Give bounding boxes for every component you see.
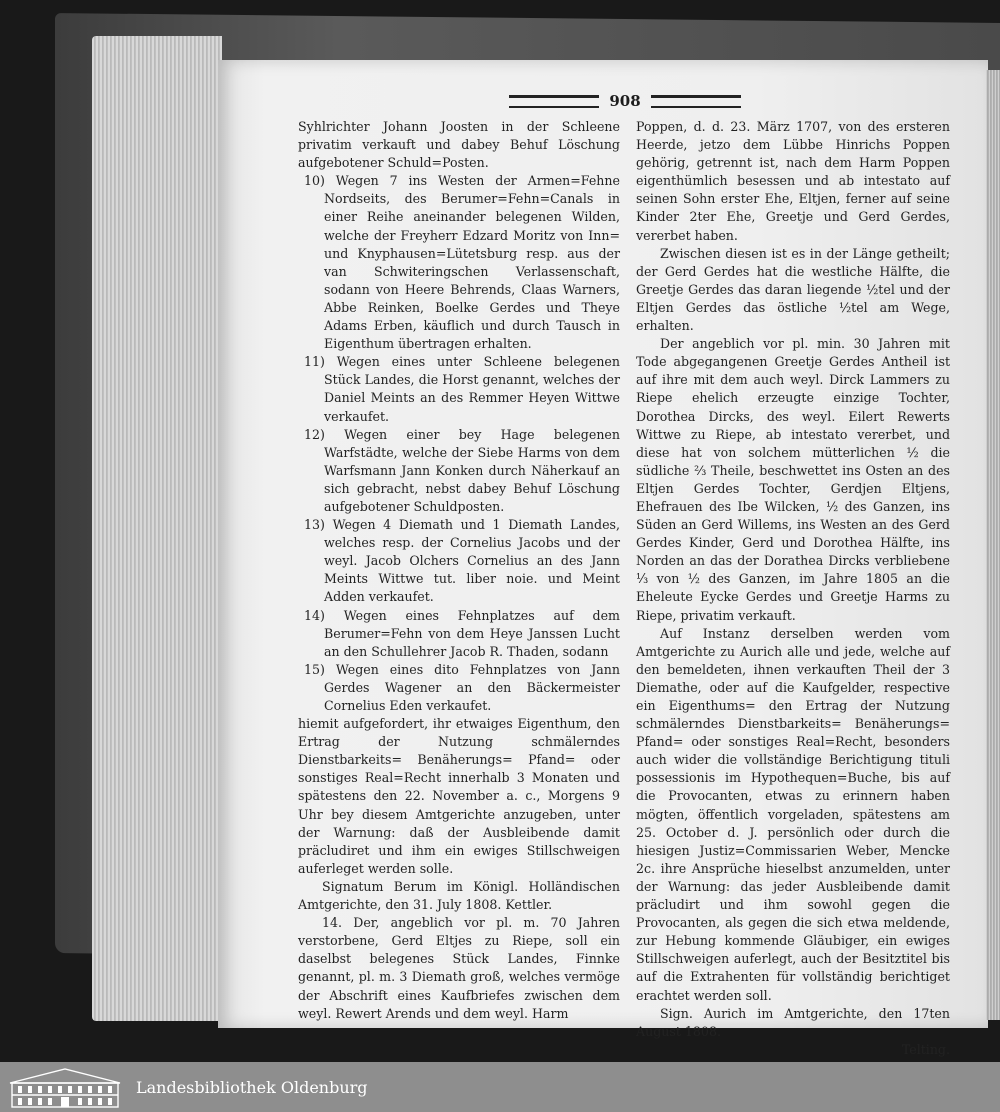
list-item: 15) Wegen eines dito Fehnplatzes von Jann Gerdes Wagener an den Bäckermeister Cornelius Eden verkaufet. bbox=[304, 661, 620, 713]
signature-line bbox=[636, 1041, 950, 1059]
library-name: Landesbibliothek Oldenburg bbox=[136, 1077, 368, 1097]
footer-bar bbox=[0, 1062, 1000, 1112]
header-rule-left bbox=[509, 95, 599, 108]
paragraph: Zwischen diesen ist es in der Länge getheilt; der Gerd Gerdes hat die westliche Hälfte, die Greetje Gerdes das daran liegende ½tel und der Eltjen Gerdes das östliche ½tel am Wege, erhalten. bbox=[636, 245, 950, 334]
left-column bbox=[298, 118, 620, 1021]
paragraph: 14. Der, angeblich vor pl. m. 70 Jahren verstorbene, Gerd Eltjes zu Riepe, soll ein daselbst belegenes Stück Landes, Finnke genannt, pl. m. 3 Diemath groß, welches vermöge der Abschrift eines Kaufbriefes zwischen dem weyl. Rewert Arends und dem weyl. Harm bbox=[298, 915, 620, 1021]
page-block-edge bbox=[92, 36, 222, 1021]
paragraph: Der angeblich vor pl. min. 30 Jahren mit Tode abgegangenen Greetje Gerdes Antheil ist auf ihre mit dem auch weyl. Dirck Lammers zu Riepe ehelich erzeugte einzige Tochter, Dorothea Dircks, des weyl. Eilert Rewerts Wittwe zu Riepe, ab intestato vererbet, und diese hat von solchem mütterlichen ½ die südliche ⅔ Theile, beschwettet ins Osten an des Eltjen Gerdes Tochter, Gerdjen Eltjens, Ehefrauen des Ibe Wilcken, ½ des Ganzen, ins Süden an Gerd Willems, ins Westen an des Gerd Gerdes Kinder, Gerd und Dorothea Hälfte, ins Norden an das der Dorathea Dircks verbliebene ⅓ von ½ des Ganzen, im Jahre 1805 an die Eheleute Eycke Gerdes und Greetje Harms zu Riepe, privatim verkauft. bbox=[636, 336, 950, 623]
list-item: 10) Wegen 7 ins Westen der Armen=Fehne Nordseits, des Berumer=Fehn=Canals in einer Reihe aneinander belegenen Wilden, welche der Freyherr Edzard Moritz von Inn= und Knyphausen=Lütetsburg resp. aus der van Schwiteringschen Verlassenschaft, sodann von Heere Behrends, Claas Warners, Abbe Reinken, Boelke Gerdes und Theye Adams Erben, käuflich und durch Tausch in Eigenthum übertragen erhalten. bbox=[304, 173, 620, 352]
signer-name: Telting. bbox=[901, 1041, 950, 1057]
page-header bbox=[505, 88, 745, 114]
library-building-logo-icon bbox=[6, 1065, 124, 1109]
paragraph: Syhlrichter Johann Joosten in der Schleene privatim verkauft und dabey Behuf Löschung aufgebotener Schuld=Posten. bbox=[298, 119, 620, 171]
list-item: 14) Wegen eines Fehnplatzes auf dem Berumer=Fehn von dem Heye Janssen Lucht an den Schullehrer Jacob R. Thaden, sodann bbox=[304, 607, 620, 659]
signature-text: Sign. Aurich im Amtgerichte, den 17ten August 1808. bbox=[636, 1005, 950, 1039]
list-item: 12) Wegen einer bey Hage belegenen Warfstädte, welche der Siebe Harms von dem Warfsmann Jann Konken durch Näherkauf an sich gebracht, nebst dabey Behuf Löschung aufgebotener Schuldposten. bbox=[304, 426, 620, 514]
list-item: 13) Wegen 4 Diemath und 1 Diemath Landes, welches resp. der Cornelius Jacobs und der weyl. Jacob Olchers Cornelius an des Jann Meints Wittwe tut. liber noie. und Meint Adden verkaufet. bbox=[304, 517, 620, 605]
right-page-edge bbox=[986, 70, 1000, 1020]
page-number: 908 bbox=[609, 92, 641, 110]
list-item: 11) Wegen eines unter Schleene belegenen Stück Landes, die Horst genannt, welches der Daniel Meints an des Remmer Heyen Wittwe verkaufet. bbox=[304, 354, 620, 424]
paragraph: hiemit aufgefordert, ihr etwaiges Eigenthum, den Ertrag der Nutzung schmälerndes Dienstbarkeits= Benäherungs= Pfand= oder sonstiges Real=Recht innerhalb 3 Monaten und spätestens den 22. November a. c., Morgens 9 Uhr bey diesem Amtgerichte anzugeben, unter der Warnung: daß der Ausbleibende damit präcludiret und ihm ein ewiges Stillschweigen auferleget werden solle. bbox=[298, 716, 620, 876]
paragraph: Poppen, d. d. 23. März 1707, von des ersteren Heerde, jetzo dem Lübbe Hinrichs Poppen gehörig, getrennt ist, nach dem Harm Poppen eigenthümlich besessen und ab intestato auf seinen Sohn erster Ehe, Eltjen, ferner auf seine Kinder 2ter Ehe, Greetje und Gerd Gerdes, vererbet haben. bbox=[636, 119, 950, 243]
paragraph: Auf Instanz derselben werden vom Amtgerichte zu Aurich alle und jede, welche auf den bemeldeten, ihnen verkauften Theil der 3 Diemathe, oder auf die Kaufgelder, respective ein Eigenthums= den Ertrag der Nutzung schmälerndes Dienstbarkeits= Benäherungs= Pfand= oder sonstiges Real=Recht, besonders auch wider die vollständige Berichtigung tituli possessionis im Hypothequen=Buche, bis auf die Provocanten, etwas zu erinnern haben mögten, öffentlich vorgeladen, spätestens am 25. October d. J. persönlich oder durch die hiesigen Justiz=Commissarien Weber, Mencke 2c. ihre Ansprüche hieselbst anzumelden, unter der Warnung: das jeder Ausbleibende damit präcludirt und ihm sowohl gegen die Provocanten, als gegen die sich etwa meldende, zur Hebung kommende Gläubiger, ein ewiges Stillschweigen auferlegt, auch der Besitztitel bis auf die Extrahenten für vollständig berichtiget erachtet werden soll. bbox=[636, 625, 950, 1003]
signature-paragraph: Signatum Berum im Königl. Holländischen Amtgerichte, den 31. July 1808. Kettler. bbox=[298, 878, 620, 913]
right-column bbox=[636, 118, 950, 1057]
header-rule-right bbox=[651, 95, 741, 108]
